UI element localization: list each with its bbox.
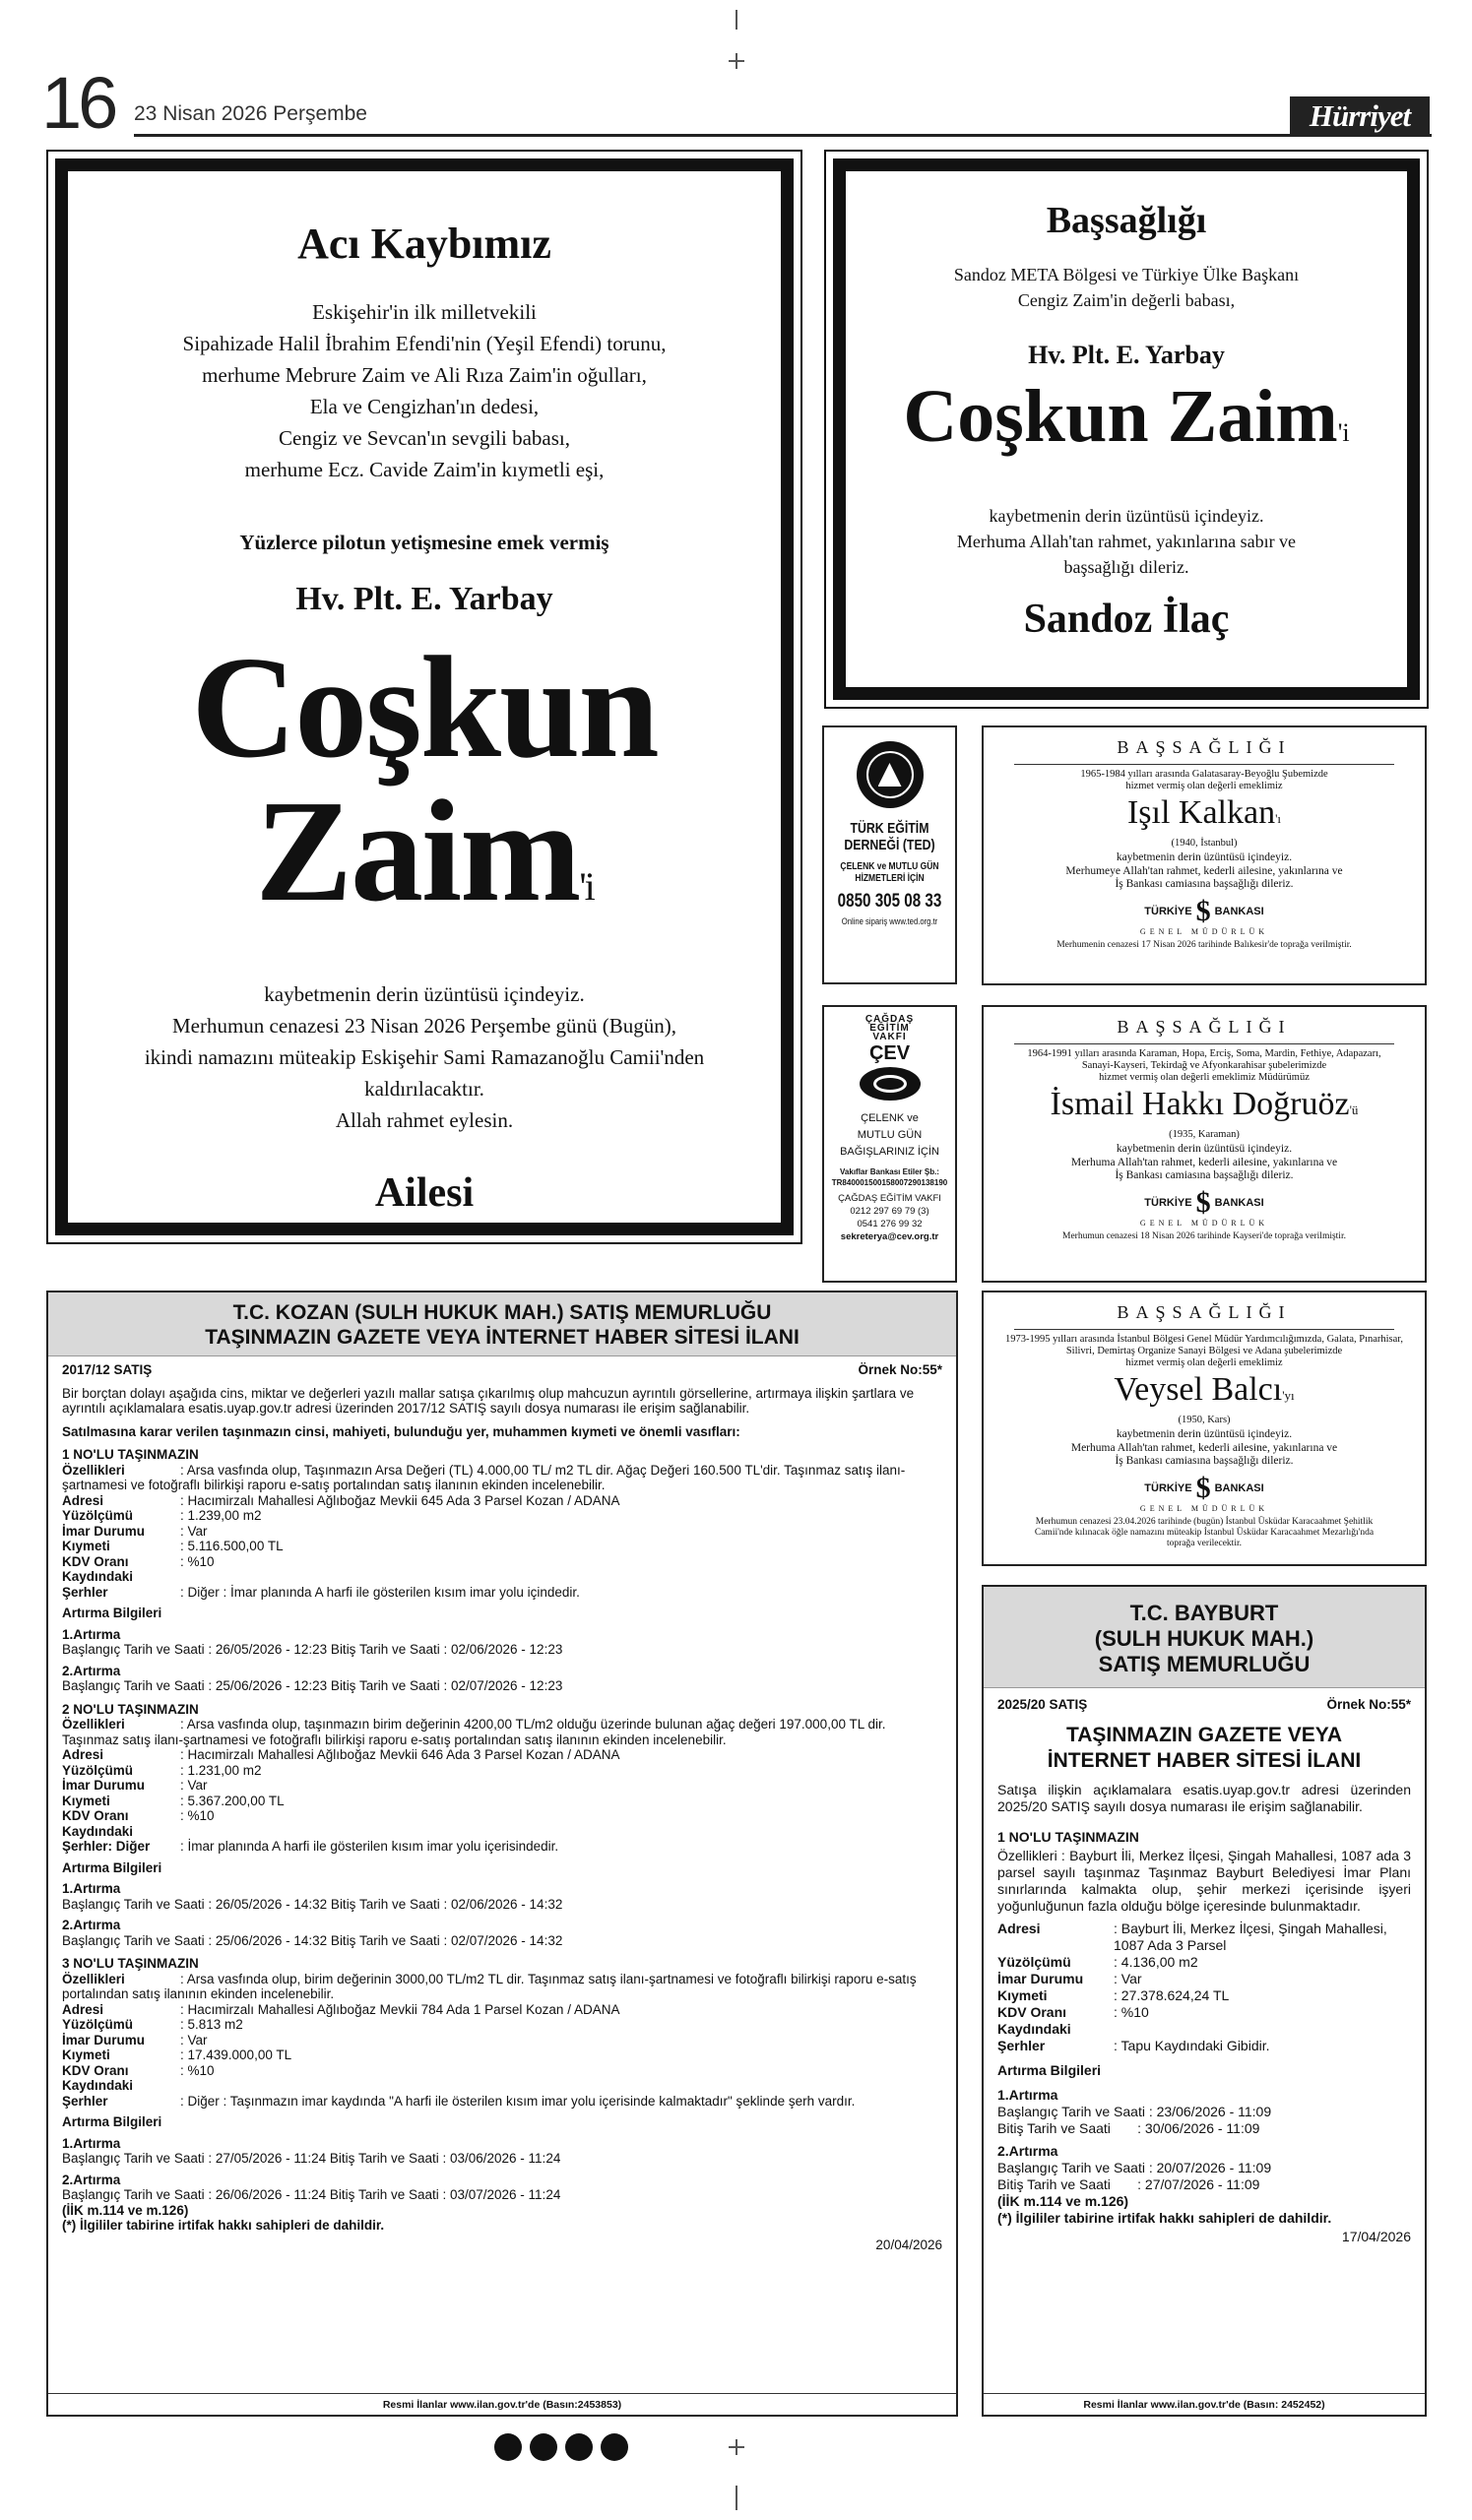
ted-logo-icon [857,741,924,808]
deceased-name: Işıl Kalkan'ı [1126,794,1282,831]
cev-lines: ÇELENK ve MUTLU GÜN BAĞIŞLARINIZ İÇİN [840,1112,939,1158]
color-registration-dot [494,2433,522,2461]
crop-mark [736,53,737,69]
bayburt-title: T.C. BAYBURT (SULH HUKUK MAH.) SATIŞ MEMURLUĞU [984,1587,1425,1688]
ad-ted [822,725,957,984]
obituary-signature: Ailesi [374,1170,475,1216]
condolence-title: Başsağlığı [1046,200,1207,241]
ted-service: ÇELENK ve MUTLU GÜN HİZMETLERİ İÇİN [840,861,939,884]
condolence-sandoz [824,150,1429,709]
ted-phone[interactable]: 0850 305 08 33 [837,891,942,912]
bank-condolence-2: BAŞSAĞLIĞI 1964-1991 yılları arasında Karaman, Hopa, Erciş, Soma, Mardin, Fethiye, Adapazarı, Sanayi-Kayseri, Tekirdağ ve Afyonkarahisar şubelerimizde hizmet vermiş olan değerli emeklimiz Müdürümüz İsmail Hakkı Doğruöz'ü (1935, Karaman) kaybetmenin derin üzüntüsü içindeyiz. Merhuma Allah'tan rahmet, kederli ailesine, yakınlarına ve İş Bankası camiasına başsağlığı dileriz. TÜRKİYE $ BANKASI GENEL MÜDÜRLÜK Merhumun cenazesi 18 Nisan 2026 tarihinde Kayseri'de toprağa verilmiştir. [982,1005,1427,1283]
condolence-rank: Hv. Plt. E. Yarbay [1028,341,1225,369]
condolence-name: Coşkun Zaim'i [903,375,1350,458]
kozan-title: T.C. KOZAN (SULH HUKUK MAH.) SATIŞ MEMURLUĞU TAŞINMAZIN GAZETE VEYA İNTERNET HABER SİTESİ İLANI [48,1292,956,1356]
deceased-name: İsmail Hakkı Doğruöz'ü [1050,1086,1359,1122]
deceased-first-name: Coşkun [191,627,658,788]
newspaper-logo: Hürriyet [1290,96,1430,136]
bank-condolence-1: BAŞSAĞLIĞI 1965-1984 yılları arasında Galatasaray-Beyoğlu Şubemizde hizmet vermiş olan değerli emeklimiz Işıl Kalkan'ı (1940, İstanbul) kaybetmenin derin üzüntüsü içindeyiz. Merhumeye Allah'tan rahmet, kederli ailesine, yakınlarına ve İş Bankası camiasına başsağlığı dileriz. TÜRKİYE $ BANKASI GENEL MÜDÜRLÜK Merhumenin cenazesi 17 Nisan 2026 tarihinde Balıkesir'de toprağa verilmiştir. [982,725,1427,985]
bayburt-subtitle: TAŞINMAZIN GAZETE VEYA İNTERNET HABER SİTESİ İLANI [1047,1724,1362,1772]
condolence-intro: Sandoz META Bölgesi ve Türkiye Ülke Başkanı Cengiz Zaim'in değerli babası, [953,265,1300,310]
page-number: 16 [41,62,115,144]
cev-contact: ÇAĞDAŞ EĞİTİM VAKFI 0212 297 69 79 (3) 0541 276 99 32 sekreterya@cev.org.tr [838,1193,941,1242]
cev-logo-text: ÇAĞDAŞ EĞİTİM VAKFI [864,1014,915,1042]
header-rule [134,134,1432,137]
isbank-logo-icon: TÜRKİYE $ BANKASI [1144,894,1264,927]
page-date: 23 Nisan 2026 Perşembe [134,102,367,125]
ted-web[interactable]: Online sipariş www.ted.org.tr [841,916,938,926]
kozan-item-2: 2 NO'LU TAŞINMAZIN Özellikleri : Arsa vasfında olup, taşınmazın birim değerinin 4200,00 TL/m2 olduğu üzerinde bulunan ağaç değeri 197.000,00 TL dir. Taşınmaz satış ilanı-şartnamesi ve fotoğraflı bilirkişi raporu e-satış portalından satış ilanının ekinden incelenebilir. Adresi : Hacımirzalı Mahallesi Ağlıboğaz Mevkii 646 Ada 3 Parsel Kozan / ADANA Yüzölçümü : 1.231,00 m2 İmar Durumu : Var Kıymeti : 5.367.200,00 TL KDV Oranı : %10 Kaydındaki Şerhler: Diğer : İmar planında A harfi ile gösterilen kısım imar yolu içerisindedir. Artırma Bilgileri 1.Artırma Başlangıç Tarih ve Saati : 26/05/2026 - 14:32 Bitiş Tarih ve Saati : 02/06/2026 - 14:32 2.Artırma Başlangıç Tarih ve Saati : 25/06/2026 - 14:32 Bitiş Tarih ve Saati : 02/07/2026 - 14:32 [62,1701,886,1948]
kozan-item-3: 3 NO'LU TAŞINMAZIN Özellikleri : Arsa vasfında olup, birim değerinin 3000,00 TL/m2 TL dir. Taşınmaz satış ilanı-şartnamesi ve fotoğraflı bilirkişi raporu e-satış portalından satış ilanının ekinden incelenebilir. Adresi : Hacımirzalı Mahallesi Ağlıboğaz Mevkii 784 Ada 1 Parsel Kozan / ADANA Yüzölçümü : 5.813 m2 İmar Durumu : Var Kıymeti : 17.439.000,00 TL KDV Oranı : %10 Kaydındaki Şerhler : Diğer : Taşınmazın imar kaydında "A harfi ile österilen kısım imar yolu içerisinde kalmaktadır" şeklinde şerh vardır. Artırma Bilgileri 1.Artırma Başlangıç Tarih ve Saati : 27/05/2026 - 11:24 Bitiş Tarih ve Saati : 03/06/2026 - 11:24 2.Artırma Başlangıç Tarih ve Saati : 26/06/2026 - 11:24 Bitiş Tarih ve Saati : 03/07/2026 - 11:24 [62,1956,917,2202]
obituary-rank: Hv. Plt. E. Yarbay [295,581,553,617]
obituary-body: kaybetmenin derin üzüntüsü içindeyiz. Merhumun cenazesi 23 Nisan 2026 Perşembe günü (Bugün), ikindi namazını müteakip Eskişehir Sami Ramazanoğlu Camii'nden kaldırılacaktır. Allah rahmet eylesin. [144,982,705,1132]
crop-mark [736,2439,737,2455]
color-registration-dot [530,2433,557,2461]
obituary-family [46,150,802,1244]
kozan-footer: Resmi İlanlar www.ilan.gov.tr'de (Basın:2453853) [48,2393,956,2415]
kozan-intro: Bir borçtan dolayı aşağıda cins, miktar ve değerleri yazılı mallar satışa çıkarılmış olup mahcuzun ayrıntılı görsellerine, artırmaya ilişkin şartlara ve ayrıntılı açıklamalara esatis.uyap.gov.tr adresi üzerinden 2017/12 SATIŞ sayılı dosya numarası ile erişim sağlanabilir. [62,1385,915,1416]
obituary-pilot-line: Yüzlerce pilotun yetişmesine emek vermiş [239,531,609,554]
crop-mark [736,10,737,30]
color-registration-dot [601,2433,628,2461]
cev-logo-icon [860,1067,921,1101]
deceased-name: Veysel Balcı'yı [1114,1371,1295,1408]
obituary-title: Acı Kaybımız [297,220,551,268]
crop-mark [736,2486,737,2510]
bank-condolence-3: BAŞSAĞLIĞI 1973-1995 yılları arasında İstanbul Bölgesi Genel Müdür Yardımcılığımızda, Galata, Pınarhisar, Silivri, Demirtaş Organize Sanayi Bölgesi ve Adana şubelerimizde hizmet vermiş olan değerli emeklimiz Veysel Balcı'yı (1950, Kars) kaybetmenin derin üzüntüsü içindeyiz. Merhuma Allah'tan rahmet, kederli ailesine, yakınlarına ve İş Bankası camiasına başsağlığı dileriz. TÜRKİYE $ BANKASI GENEL MÜDÜRLÜK Merhumun cenazesi 23.04.2026 tarihinde (bugün) İstanbul Üsküdar Karacaahmet Şehitlik Camii'nde kılınacak öğle namazını müteakip İstanbul Üsküdar Karacaahmet Mezarlığı'nda toprağa verilecektir. [982,1291,1427,1566]
condolence-body: kaybetmenin derin üzüntüsü içindeyiz. Merhuma Allah'tan rahmet, yakınlarına sabır ve başsağlığı dileriz. [956,506,1297,577]
kozan-item-1: 1 NO'LU TAŞINMAZIN Özellikleri : Arsa vasfında olup, Taşınmazın Arsa Değeri (TL) 4.000,00 TL/ m2 TL dir. Ağaç Değeri 160.500 TL'dir. Taşınmaz satış ilanı-şartnamesi ve fotoğraflı bilirkişi raporu e-satış portalından satış ilanının ekinden incelenebilir. Adresi : Hacımirzalı Mahallesi Ağlıboğaz Mevkii 645 Ada 3 Parsel Kozan / ADANA Yüzölçümü : 1.239,00 m2 İmar Durumu : Var Kıymeti : 5.116.500,00 TL KDV Oranı : %10 Kaydındaki Şerhler : Diğer : İmar planında A harfi ile gösterilen kısım imar yolu içindedir. Artırma Bilgileri 1.Artırma Başlangıç Tarih ve Saati : 26/05/2026 - 12:23 Bitiş Tarih ve Saati : 02/06/2026 - 12:23 2.Artırma Başlangıç Tarih ve Saati : 25/06/2026 - 12:23 Bitiş Tarih ve Saati : 02/07/2026 - 12:23 [62,1447,906,1693]
deceased-last-name: Zaim'i [255,771,594,932]
cev-bank: Vakıflar Bankası Etiler Şb.: TR840001500158007290138190 [831,1167,948,1187]
isbank-logo-icon: TÜRKİYE $ BANKASI [1144,1185,1264,1219]
ted-org: TÜRK EĞİTİM DERNEĞİ (TED) [844,820,935,853]
legal-notice-kozan: T.C. KOZAN (SULH HUKUK MAH.) SATIŞ MEMURLUĞU TAŞINMAZIN GAZETE VEYA İNTERNET HABER SİTESİ İLANI 2017/12 SATIŞ Örnek No:55* Bir borçtan dolayı aşağıda cins, miktar ve değerleri yazılı mallar satışa çıkarılmış olup mahcuzun ayrıntılı görsellerine, artırmaya ilişkin şartlara ve ayrıntılı açıklamalara esatis.uyap.gov.tr adresi üzerinden 2017/12 SATIŞ sayılı dosya numarası ile erişim sağlanabilir. Satılmasına karar verilen taşınmazın cinsi, mahiyeti, bulunduğu yer, muhammen kıymeti ve önemli vasıfları: 1 NO'LU TAŞINMAZIN Özellikleri : Arsa vasfında olup, Taşınmazın Arsa Değeri (TL) 4.000,00 TL/ m2 TL dir. Ağaç Değeri 160.500 TL'dir. Taşınmaz satış ilanı-şartnamesi ve fotoğraflı bilirkişi raporu e-satış portalından satış ilanının ekinden incelenebilir. Adresi : Hacımirzalı Mahallesi Ağlıboğaz Mevkii 645 Ada 3 Parsel Kozan / ADANA Yüzölçümü : 1.239,00 m2 İmar Durumu : Var Kıymeti : 5.116.500,00 TL KDV Oranı : %10 Kaydındaki Şerhler : Diğer : İmar planında A harfi ile gösterilen kısım imar yolu içindedir. Artırma Bilgileri 1.Artırma Başlangıç Tarih ve Saati : 26/05/2026 - 12:23 Bitiş Tarih ve Saati : 02/06/2026 - 12:23 2.Artırma Başlangıç Tarih ve Saati : 25/06/2026 - 12:23 Bitiş Tarih ve Saati : 02/07/2026 - 12:23 2 NO'LU TAŞINMAZIN Özellikleri : Arsa vasfında olup, taşınmazın birim değerinin 4200,00 TL/m2 olduğu üzerinde bulunan ağaç değeri 197.000,00 TL dir. Taşınmaz satış ilanı-şartnamesi ve fotoğraflı bilirkişi raporu e-satış portalından satış ilanının ekinden incelenebilir. Adresi : Hacımirzalı Mahallesi Ağlıboğaz Mevkii 646 Ada 3 Parsel Kozan / ADANA Yüzölçümü : 1.231,00 m2 İmar Durumu : Var Kıymeti : 5.367.200,00 TL KDV Oranı : %10 Kaydındaki Şerhler: Diğer : İmar planında A harfi ile gösterilen kısım imar yolu içerisindedir. Artırma Bilgileri 1.Artırma Başlangıç Tarih ve Saati : 26/05/2026 - 14:32 Bitiş Tarih ve Saati : 02/06/2026 - 14:32 2.Artırma Başlangıç Tarih ve Saati : 25/06/2026 - 14:32 Bitiş Tarih ve Saati : 02/07/2026 - 14:32 3 NO'LU TAŞINMAZIN Özellikleri : Arsa vasfında olup, birim değerinin 3000,00 TL/m2 TL dir. Taşınmaz satış ilanı-şartnamesi ve fotoğraflı bilirkişi raporu e-satış portalından satış ilanının ekinden incelenebilir. Adresi : Hacımirzalı Mahallesi Ağlıboğaz Mevkii 784 Ada 1 Parsel Kozan / ADANA Yüzölçümü : 5.813 m2 İmar Durumu : Var Kıymeti : 17.439.000,00 TL KDV Oranı : %10 Kaydındaki Şerhler : Diğer : Taşınmazın imar kaydında "A harfi ile österilen kısım imar yolu içerisinde kalmaktadır" şeklinde şerh vardır. Artırma Bilgileri 1.Artırma Başlangıç Tarih ve Saati : 27/05/2026 - 11:24 Bitiş Tarih ve Saati : 03/06/2026 - 11:24 2.Artırma Başlangıç Tarih ve Saati : 26/06/2026 - 11:24 Bitiş Tarih ve Saati : 03/07/2026 - 11:24 (İİK m.114 ve m.126) (*) İlgililer tabirine irtifak hakkı sahipleri de dahildir. 20/04/2026 Resmi İlanlar www.ilan.gov.tr'de (Basın:2453853) [46,1291,958,2417]
color-registration-dot [565,2433,593,2461]
isbank-logo-icon: TÜRKİYE $ BANKASI [1144,1471,1264,1504]
cev-logo-word: ÇEV [868,1042,911,1064]
condolence-signature: Sandoz İlaç [1023,597,1230,642]
obituary-intro: Eskişehir'in ilk milletvekili Sipahizade Halil İbrahim Efendi'nin (Yeşil Efendi) torunu, merhume Mebrure Zaim ve Ali Rıza Zaim'in oğulları, Ela ve Cengizhan'ın dedesi, Cengiz ve Sevcan'ın sevgili babası, merhume Ecz. Cavide Zaim'in kıymetli eşi, [182,300,667,481]
bayburt-footer: Resmi İlanlar www.ilan.gov.tr'de (Basın: 2452452) [984,2393,1425,2415]
ad-cev [822,1005,957,1283]
legal-notice-bayburt: T.C. BAYBURT (SULH HUKUK MAH.) SATIŞ MEMURLUĞU 2025/20 SATIŞ Örnek No:55* TAŞINMAZIN GAZETE VEYA İNTERNET HABER SİTESİ İLANI Satışa ilişkin açıklamalara esatis.uyap.gov.tr adresi üzerinden 2025/20 SATIŞ sayılı dosya numarası ile erişim sağlanabilir. 1 NO'LU TAŞINMAZIN Özellikleri : Bayburt İli, Merkez İlçesi, Şingah Mahallesi, 1087 ada 3 parsel sayılı taşınmaz Taşınmaz Bayburt Belediyesi İmar Planı sınırlarında kalmakta olup, şehir merkezi içerisinde işyeri yoğunluğunun fazla olduğu bölge içeresinde bulunmaktadır. Adresi : Bayburt İli, Merkez İlçesi, Şingah Mahallesi, 1087 Ada 3 Parsel Yüzölçümü : 4.136,00 m2 İmar Durumu : Var Kıymeti : 27.378.624,24 TL KDV Oranı : %10 Kaydındaki Şerhler : Tapu Kaydındaki Gibidir. Artırma Bilgileri 1.Artırma Başlangıç Tarih ve Saati : 23/06/2026 - 11:09 Bitiş Tarih ve Saati : 30/06/2026 - 11:09 2.Artırma Başlangıç Tarih ve Saati : 20/07/2026 - 11:09 Bitiş Tarih ve Saati : 27/07/2026 - 11:09 (İİK m.114 ve m.126) (*) İlgililer tabirine irtifak hakkı sahipleri de dahildir. 17/04/2026 Resmi İlanlar www.ilan.gov.tr'de (Basın: 2452452) [982,1585,1427,2417]
